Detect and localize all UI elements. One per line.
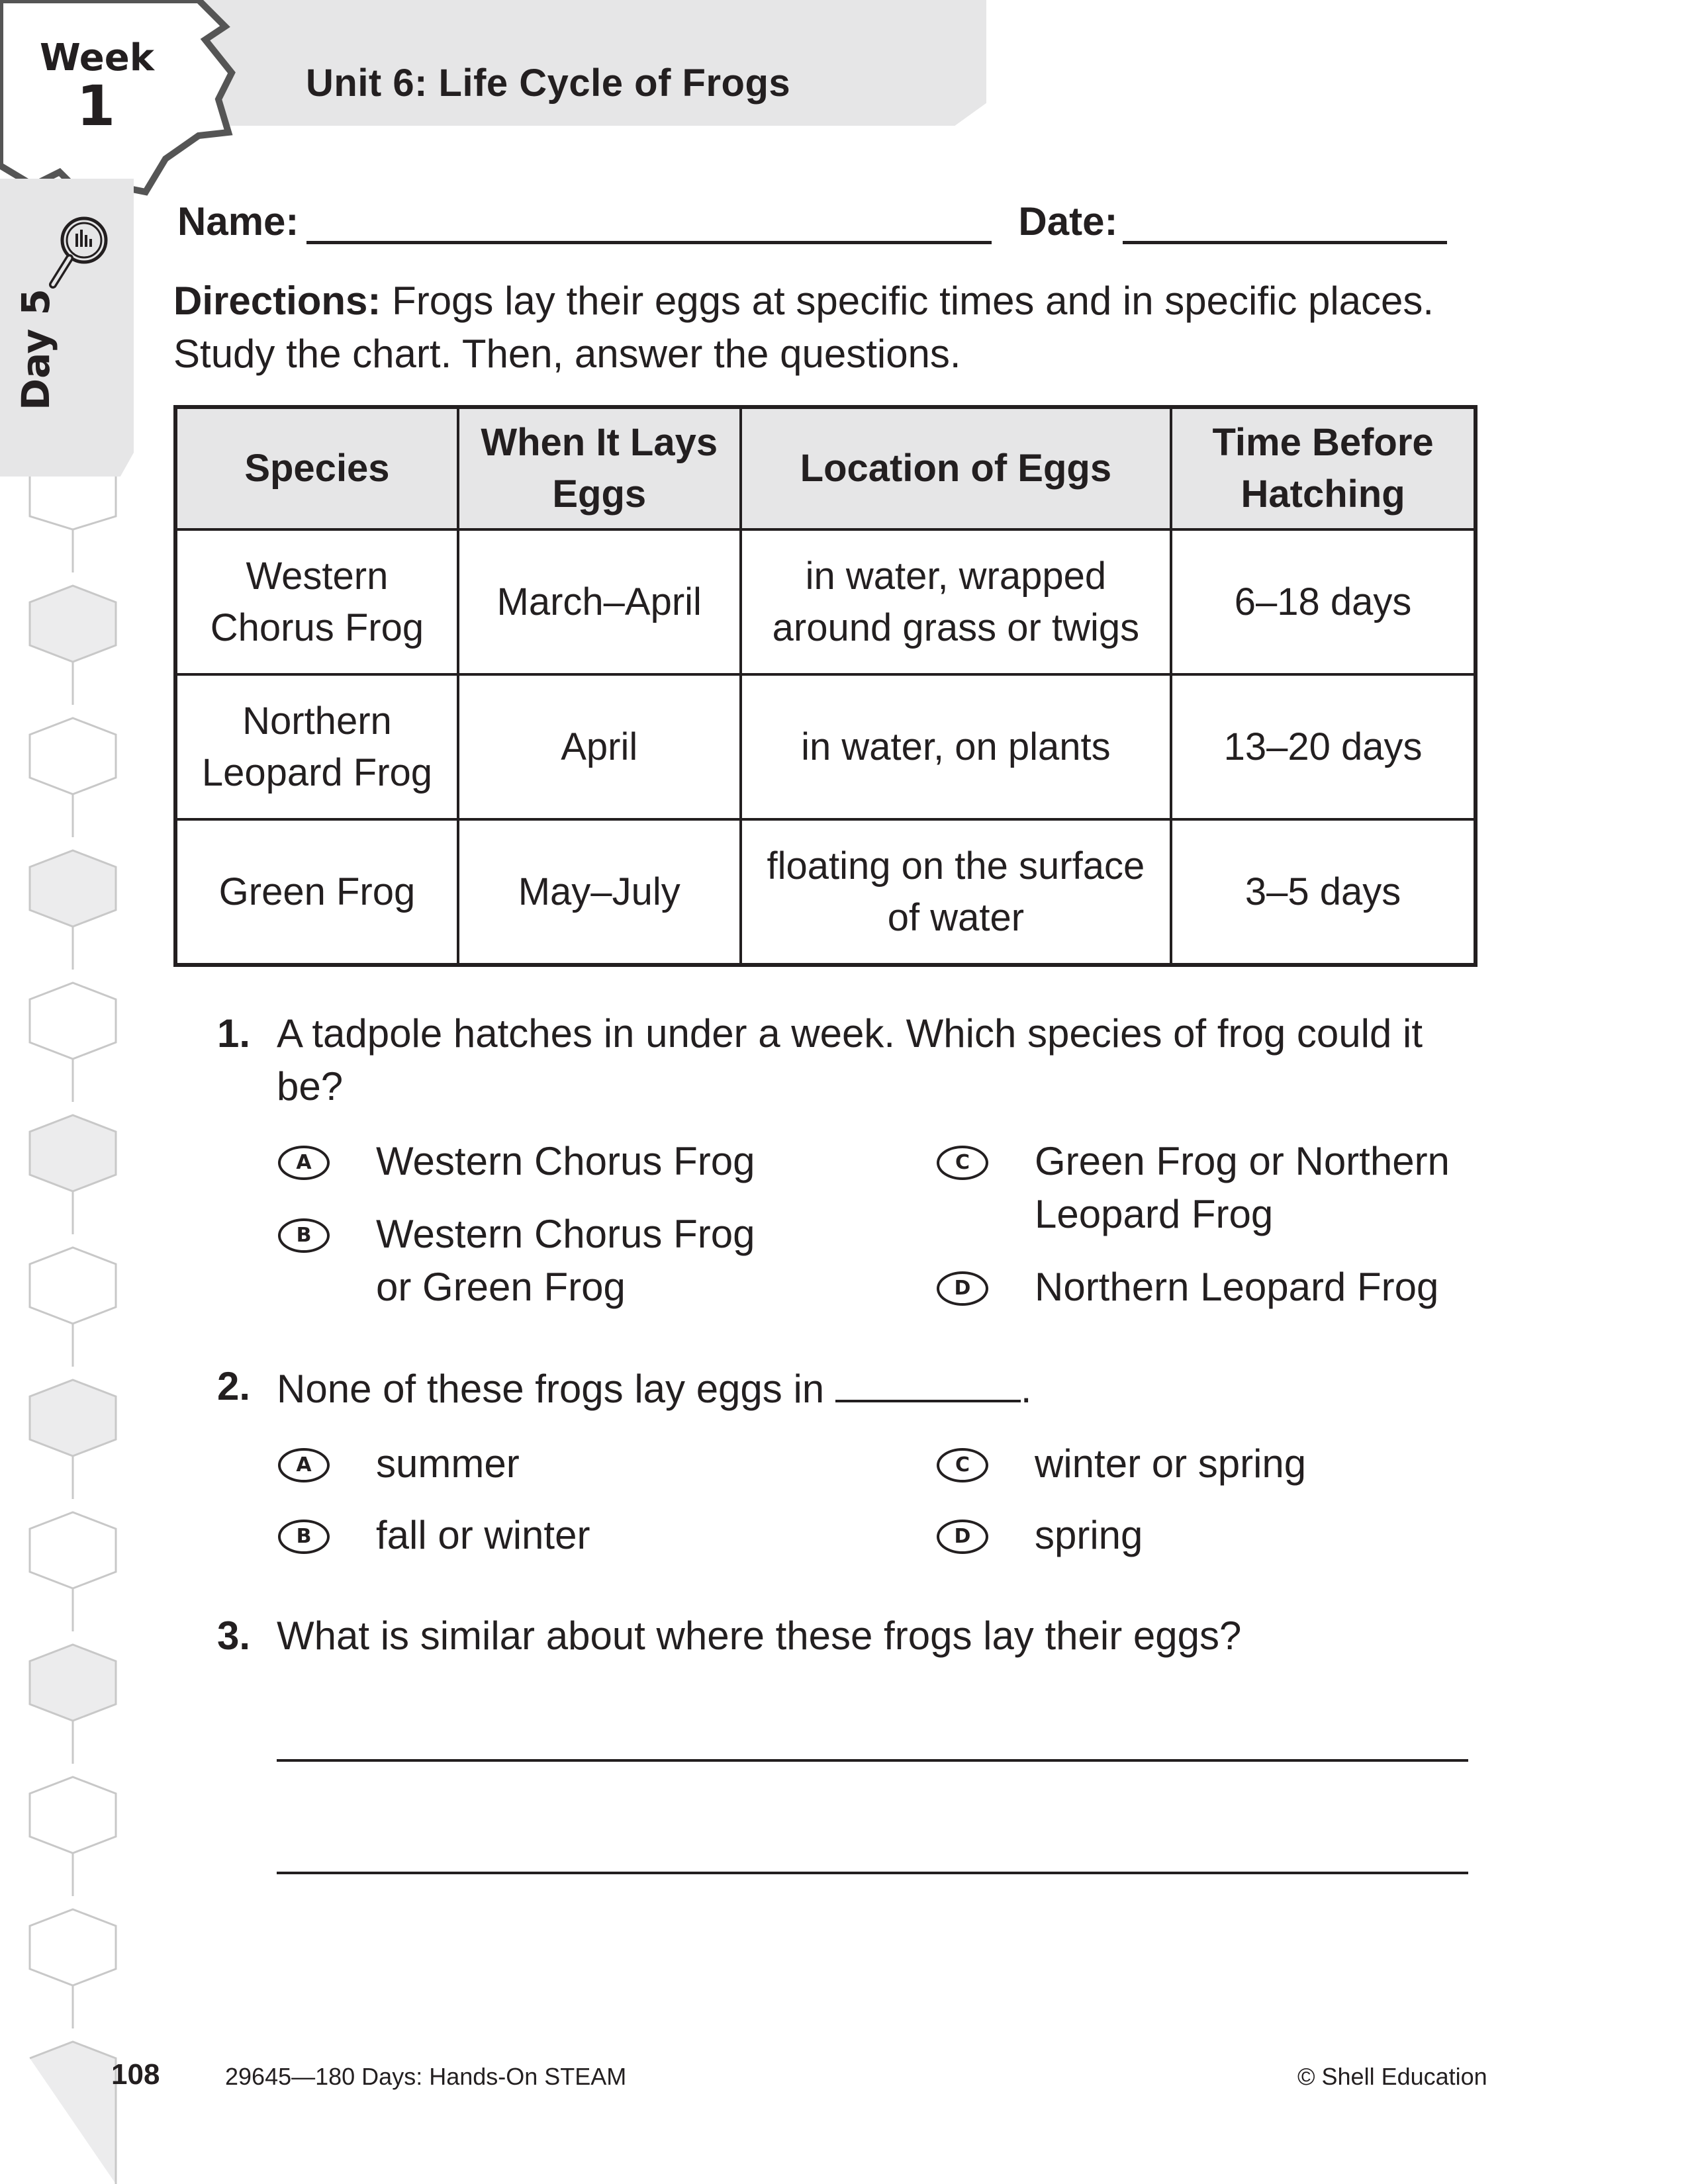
unit-title: Unit 6: Life Cycle of Frogs [306, 62, 791, 105]
option-text: winter or spring [1035, 1441, 1307, 1486]
header-location-of-eggs: Location of Eggs [741, 407, 1172, 529]
frog-egg-table [173, 405, 1477, 967]
page-number: 108 [111, 2058, 160, 2091]
cell-hatching: 13–20 days [1171, 674, 1476, 819]
header-time-before-hatching: Time Before Hatching [1171, 407, 1476, 529]
question-text: A tadpole hatches in under a week. Which species of frog could it be? [277, 1011, 1423, 1109]
answer-bubble-b[interactable]: B [278, 1520, 330, 1554]
option-text: spring [1035, 1513, 1143, 1557]
option-text: Green Frog or Northern Leopard Frog [1035, 1139, 1450, 1236]
question-text-before-blank: None of these frogs lay eggs in [277, 1367, 835, 1411]
cell-hatching: 3–5 days [1171, 819, 1476, 965]
answer-bubble-a[interactable]: A [278, 1146, 330, 1180]
answer-bubble-a[interactable]: A [278, 1448, 330, 1482]
q1-option-b[interactable] [278, 1208, 874, 1314]
table-row [175, 529, 1476, 674]
question-text: What is similar about where these frogs lay their eggs? [277, 1614, 1242, 1658]
answer-bubble-c[interactable]: C [937, 1448, 988, 1482]
cell-species: Western Chorus Frog [175, 529, 458, 674]
name-field[interactable] [306, 203, 992, 244]
option-text: fall or winter [376, 1513, 590, 1557]
q2-option-a[interactable] [278, 1437, 874, 1490]
q2-option-d[interactable] [937, 1509, 1532, 1562]
question-number: 3. [217, 1614, 251, 1658]
cell-location: in water, wrapped around grass or twigs [741, 529, 1172, 674]
q2-option-c[interactable] [937, 1437, 1532, 1490]
week-number: 1 [76, 73, 116, 138]
answer-line-1[interactable] [277, 1759, 1468, 1762]
name-date-row [177, 199, 1447, 244]
question-number: 2. [217, 1364, 251, 1408]
directions-text: Frogs lay their eggs at specific times and in specific places. Study the chart. Then, answer the questions. [173, 279, 1434, 376]
question-text-after-blank: . [1020, 1367, 1032, 1411]
q1-option-d[interactable] [937, 1261, 1532, 1314]
cell-hatching: 6–18 days [1171, 529, 1476, 674]
q2-option-b[interactable] [278, 1509, 874, 1562]
name-label: Name: [177, 199, 299, 244]
cell-when: April [458, 674, 741, 819]
table-header-row [175, 407, 1476, 529]
table-row [175, 819, 1476, 965]
cell-when: May–July [458, 819, 741, 965]
option-text: Northern Leopard Frog [1035, 1265, 1439, 1309]
answer-line-2[interactable] [277, 1872, 1468, 1874]
hexagon-sidebar-decoration [0, 477, 132, 2184]
q1-option-c[interactable] [937, 1135, 1532, 1241]
table-row [175, 674, 1476, 819]
option-text: Western Chorus Frog or Green Frog [376, 1212, 755, 1309]
answer-bubble-c[interactable]: C [937, 1146, 988, 1180]
option-text: summer [376, 1441, 520, 1486]
answer-bubble-d[interactable]: D [937, 1271, 988, 1306]
header-species: Species [175, 407, 458, 529]
answer-bubble-b[interactable]: B [278, 1218, 330, 1253]
date-label: Date: [1018, 199, 1118, 244]
magnifying-glass-chart-icon [48, 215, 111, 295]
answer-bubble-d[interactable]: D [937, 1520, 988, 1554]
cell-location: floating on the surface of water [741, 819, 1172, 965]
cell-species: Northern Leopard Frog [175, 674, 458, 819]
copyright: © Shell Education [1297, 2063, 1487, 2090]
directions-label: Directions: [173, 279, 381, 323]
book-title: 29645—180 Days: Hands-On STEAM [225, 2063, 627, 2090]
fill-in-blank [835, 1360, 1021, 1402]
cell-species: Green Frog [175, 819, 458, 965]
option-text: Western Chorus Frog [376, 1139, 755, 1183]
cell-when: March–April [458, 529, 741, 674]
header-when-lays-eggs: When It Lays Eggs [458, 407, 741, 529]
question-text [277, 1360, 1481, 1416]
cell-location: in water, on plants [741, 674, 1172, 819]
date-field[interactable] [1123, 203, 1447, 244]
question-number: 1. [217, 1011, 251, 1056]
week-label: Week [40, 36, 154, 79]
q1-option-a[interactable] [278, 1135, 874, 1188]
directions [173, 275, 1471, 381]
day-label: Day 5 [13, 289, 58, 410]
